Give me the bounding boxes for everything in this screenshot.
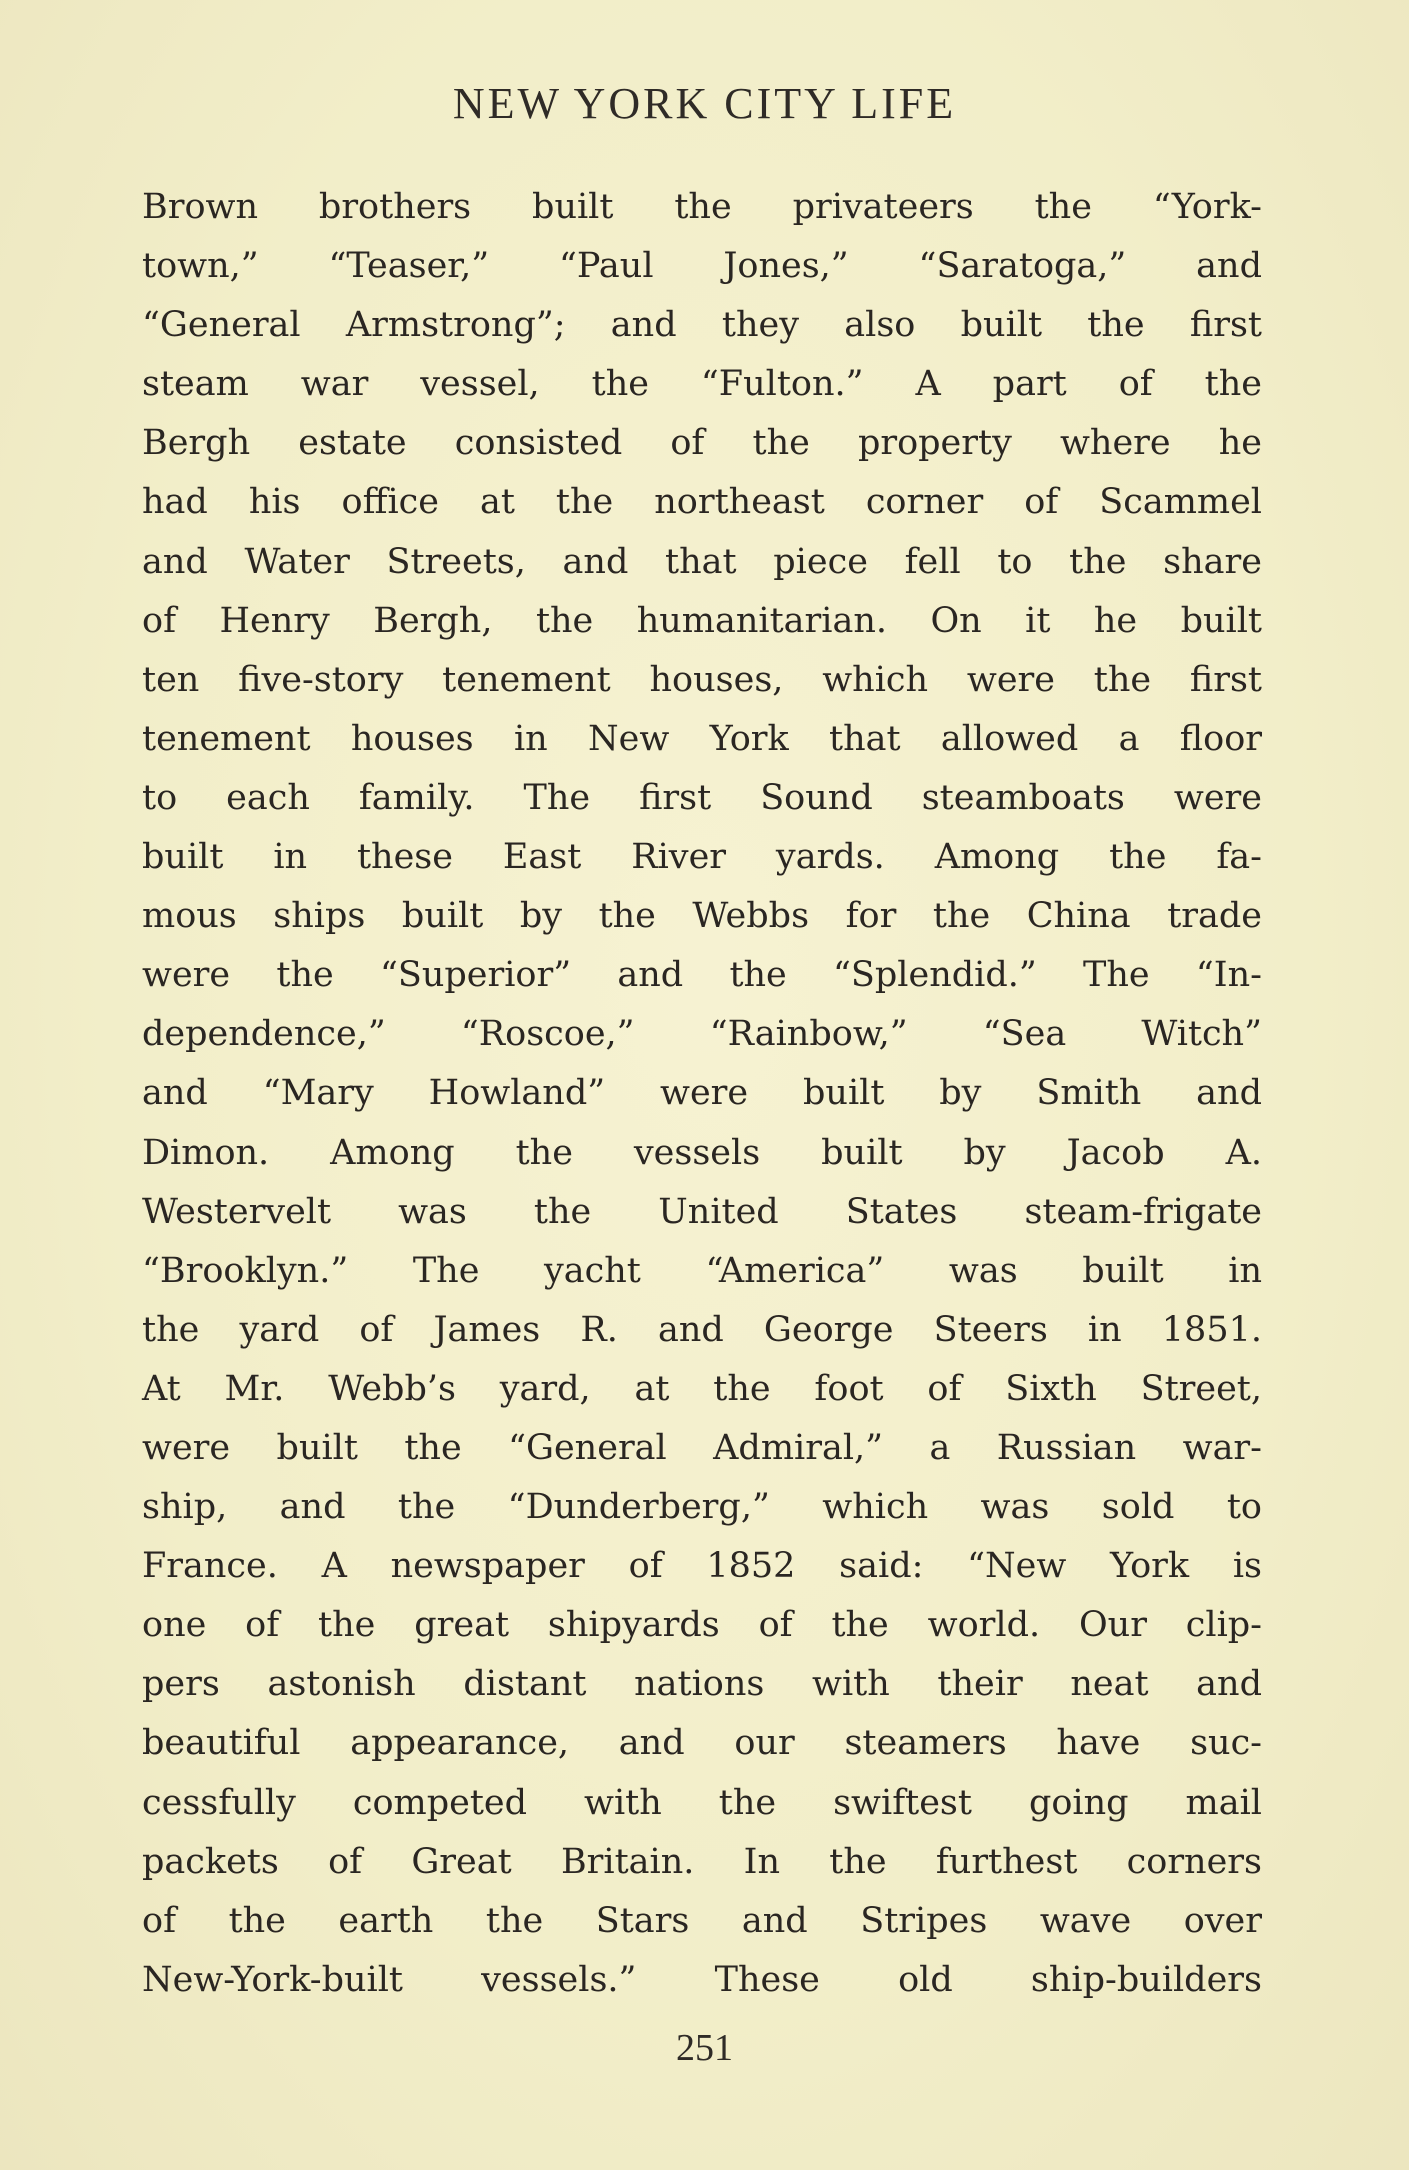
- text-line: [142, 1005, 1262, 1064]
- text-line: [142, 533, 1262, 592]
- text-line-content: At Mr. Webb’s yard, at the foot of Sixth Street,: [142, 1368, 1262, 1409]
- text-line-content: ship, and the “Dunderberg,” which was sold to: [142, 1487, 1262, 1528]
- text-line-content: pers astonish distant nations with their neat and: [142, 1664, 1262, 1705]
- text-line-content: ten five-story tenement houses, which were the first: [142, 659, 1262, 700]
- text-line-content: were built the “General Admiral,” a Russian war-: [142, 1427, 1262, 1468]
- text-line: [142, 1951, 1262, 2010]
- text-line-content: to each family. The first Sound steamboats were: [142, 777, 1262, 818]
- text-line-content: “Brooklyn.” The yacht “America” was built in: [142, 1250, 1262, 1291]
- text-line: [142, 887, 1262, 946]
- text-line: [142, 1537, 1262, 1596]
- text-line: [142, 1774, 1262, 1833]
- text-line: [142, 1419, 1262, 1478]
- text-line: [142, 414, 1262, 473]
- text-line-content: Bergh estate consisted of the property where he: [142, 423, 1262, 464]
- text-line-content: town,” “Teaser,” “Paul Jones,” “Saratoga,” and: [142, 246, 1262, 287]
- text-line: [142, 946, 1262, 1005]
- body-text: [142, 178, 1262, 2010]
- text-line: [142, 1183, 1262, 1242]
- text-line: [142, 1064, 1262, 1123]
- text-line: [142, 1478, 1262, 1537]
- text-line: [142, 1833, 1262, 1892]
- text-line-content: and “Mary Howland” were built by Smith and: [142, 1073, 1262, 1114]
- text-line: [142, 592, 1262, 651]
- text-line: [142, 710, 1262, 769]
- text-line: [142, 473, 1262, 532]
- text-line-content: steam war vessel, the “Fulton.” A part of the: [142, 364, 1262, 405]
- text-line-content: Dimon. Among the vessels built by Jacob A.: [142, 1132, 1262, 1173]
- text-line: [142, 237, 1262, 296]
- text-line-content: beautiful appearance, and our steamers have suc-: [142, 1723, 1262, 1764]
- running-head: NEW YORK CITY LIFE: [452, 79, 957, 128]
- text-line: [142, 1242, 1262, 1301]
- text-line: [142, 1655, 1262, 1714]
- text-line: [142, 828, 1262, 887]
- text-line-content: built in these East River yards. Among the fa-: [142, 837, 1262, 878]
- page-number: 251: [676, 2027, 733, 2069]
- text-line-content: one of the great shipyards of the world. Our clip-: [142, 1605, 1262, 1646]
- text-line: [142, 296, 1262, 355]
- text-line-content: New-York-built vessels.” These old ship-builders: [142, 1959, 1262, 2000]
- text-line-content: France. A newspaper of 1852 said: “New York is: [142, 1546, 1262, 1587]
- text-line-content: mous ships built by the Webbs for the China trade: [142, 896, 1262, 937]
- text-line-content: cessfully competed with the swiftest going mail: [142, 1782, 1262, 1823]
- text-line-content: of the earth the Stars and Stripes wave over: [142, 1900, 1262, 1941]
- text-line-content: dependence,” “Roscoe,” “Rainbow,” “Sea Witch”: [142, 1014, 1262, 1055]
- text-line: [142, 651, 1262, 710]
- text-line-content: the yard of James R. and George Steers in 1851.: [142, 1309, 1262, 1350]
- text-line-content: were the “Superior” and the “Splendid.” The “In-: [142, 955, 1262, 996]
- text-line-content: Brown brothers built the privateers the “York-: [142, 187, 1262, 227]
- text-line: [142, 1714, 1262, 1773]
- text-line: [142, 355, 1262, 414]
- text-line: [142, 1596, 1262, 1655]
- text-line: [142, 1301, 1262, 1360]
- text-line: [142, 1892, 1262, 1951]
- text-line: [142, 1124, 1262, 1183]
- text-line-content: had his office at the northeast corner of Scammel: [142, 482, 1262, 523]
- text-line: [142, 178, 1262, 237]
- text-line: [142, 769, 1262, 828]
- text-line-content: of Henry Bergh, the humanitarian. On it he built: [142, 600, 1262, 641]
- text-line: [142, 1360, 1262, 1419]
- text-line-content: Westervelt was the United States steam-frigate: [142, 1191, 1262, 1232]
- text-line-content: “General Armstrong”; and they also built the first: [142, 305, 1262, 346]
- text-line-content: tenement houses in New York that allowed a floor: [142, 718, 1262, 759]
- text-line-content: packets of Great Britain. In the furthest corners: [142, 1841, 1262, 1882]
- text-line-content: and Water Streets, and that piece fell to the share: [142, 541, 1262, 582]
